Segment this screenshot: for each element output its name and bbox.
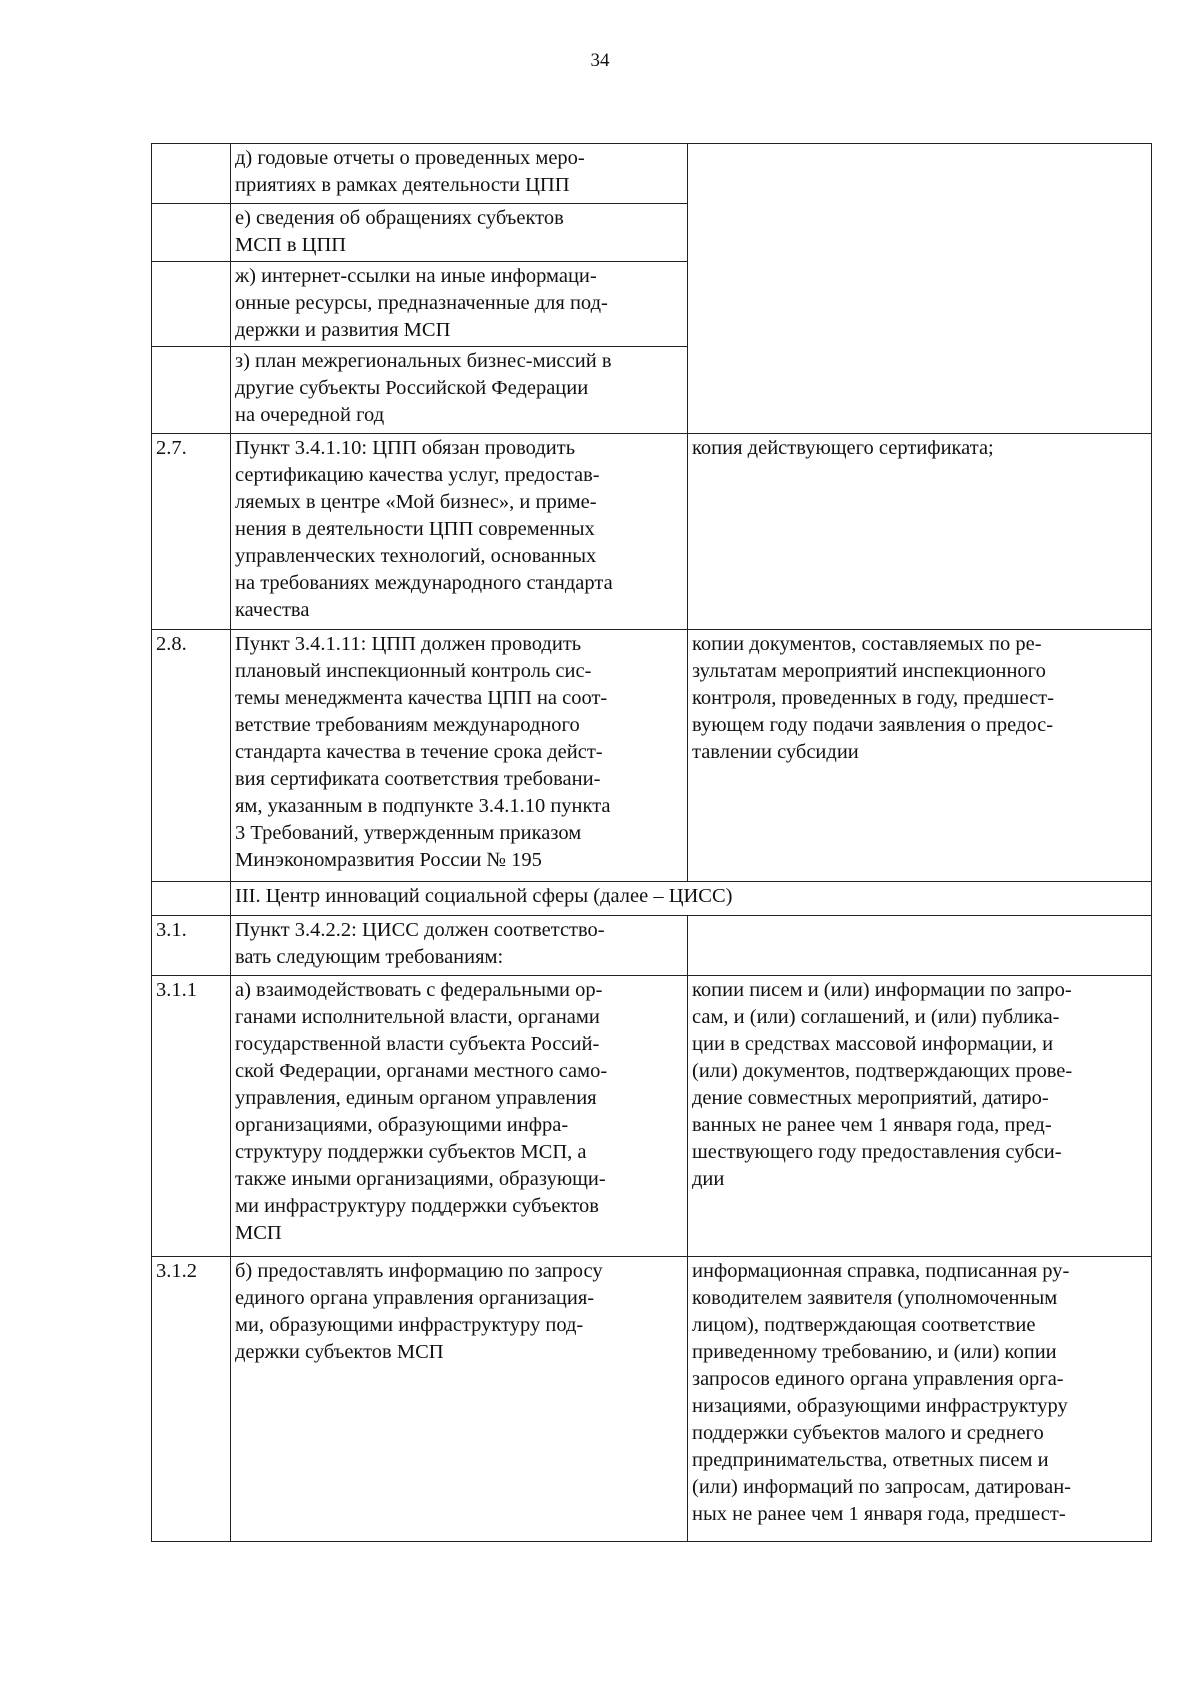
table-row xyxy=(152,976,1152,1257)
table-row xyxy=(152,144,1152,204)
table-row xyxy=(152,434,1152,630)
documents-cell: копия действующего сертификата; xyxy=(688,434,1152,630)
requirement-cell: ж) интернет-ссылки на иные информаци- онные ресурсы, предназначенные для под- держки и развития МСП xyxy=(231,262,688,347)
documents-cell xyxy=(688,144,1152,434)
table-row xyxy=(152,630,1152,882)
row-number-cell: 2.8. xyxy=(152,630,231,882)
requirement-cell: з) план межрегиональных бизнес-миссий в другие субъекты Российской Федерации на очередной год xyxy=(231,347,688,434)
requirement-cell: е) сведения об обращениях субъектов МСП в ЦПП xyxy=(231,204,688,262)
table-row xyxy=(152,1257,1152,1542)
table-row xyxy=(152,916,1152,976)
table-row xyxy=(152,882,1152,916)
row-number-cell: 3.1.1 xyxy=(152,976,231,1257)
documents-cell: копии документов, составляемых по ре- зультатам мероприятий инспекционного контроля, проведенных в году, предшест- вующем году подачи заявления о предос- тавлении субсидии xyxy=(688,630,1152,882)
requirement-cell: д) годовые отчеты о проведенных меро- приятиях в рамках деятельности ЦПП xyxy=(231,144,688,204)
row-number-cell xyxy=(152,144,231,204)
requirement-cell: а) взаимодействовать с федеральными ор- ганами исполнительной власти, органами государственной власти субъекта Россий- ской Федерации, органами местного само- управления, единым органом управления организациями, образующими инфра- структуру поддержки субъектов МСП, а также иными организациями, образующи- ми инфраструктуру поддержки субъектов МСП xyxy=(231,976,688,1257)
documents-cell: информационная справка, подписанная ру- ководителем заявителя (уполномоченным лицом), подтверждающая соответствие приведенному требованию, и (или) копии запросов единого органа управления орга- низациями, образующими инфраструктуру поддержки субъектов малого и среднего предпринимательства, ответных писем и (или) информаций по запросам, датирован- ных не ранее чем 1 января года, предшест- xyxy=(688,1257,1152,1542)
row-number-cell: 3.1.2 xyxy=(152,1257,231,1542)
row-number-cell xyxy=(152,347,231,434)
row-number-cell: 3.1. xyxy=(152,916,231,976)
row-number-cell: 2.7. xyxy=(152,434,231,630)
row-number-cell xyxy=(152,204,231,262)
documents-cell xyxy=(688,916,1152,976)
requirement-cell: Пункт 3.4.1.10: ЦПП обязан проводить сертификацию качества услуг, предостав- ляемых в центре «Мой бизнес», и приме- нения в деятельности ЦПП современных управленческих технологий, основанных на требованиях международного стандарта качества xyxy=(231,434,688,630)
row-number-cell xyxy=(152,882,231,916)
requirement-cell: Пункт 3.4.2.2: ЦИСС должен соответство- вать следующим требованиям: xyxy=(231,916,688,976)
requirement-cell: б) предоставлять информацию по запросу единого органа управления организация- ми, образующими инфраструктуру под- держки субъектов МСП xyxy=(231,1257,688,1542)
requirements-table xyxy=(151,143,1152,1542)
row-number-cell xyxy=(152,262,231,347)
page-number: 34 xyxy=(590,50,610,71)
section-heading: III. Центр инноваций социальной сферы (далее – ЦИСС) xyxy=(231,882,1152,916)
requirement-cell: Пункт 3.4.1.11: ЦПП должен проводить плановый инспекционный контроль сис- темы менеджмента качества ЦПП на соот- ветствие требованиям международного стандарта качества в течение срока дейст- вия сертификата соответствия требовани- ям, указанным в подпункте 3.4.1.10 пункта 3 Требований, утвержденным приказом Минэкономразвития России № 195 xyxy=(231,630,688,882)
documents-cell: копии писем и (или) информации по запро- сам, и (или) соглашений, и (или) публика- ции в средствах массовой информации, и (или) документов, подтверждающих прове- дение совместных мероприятий, датиро- ванных не ранее чем 1 января года, пред- шествующего году предоставления субси- дии xyxy=(688,976,1152,1257)
